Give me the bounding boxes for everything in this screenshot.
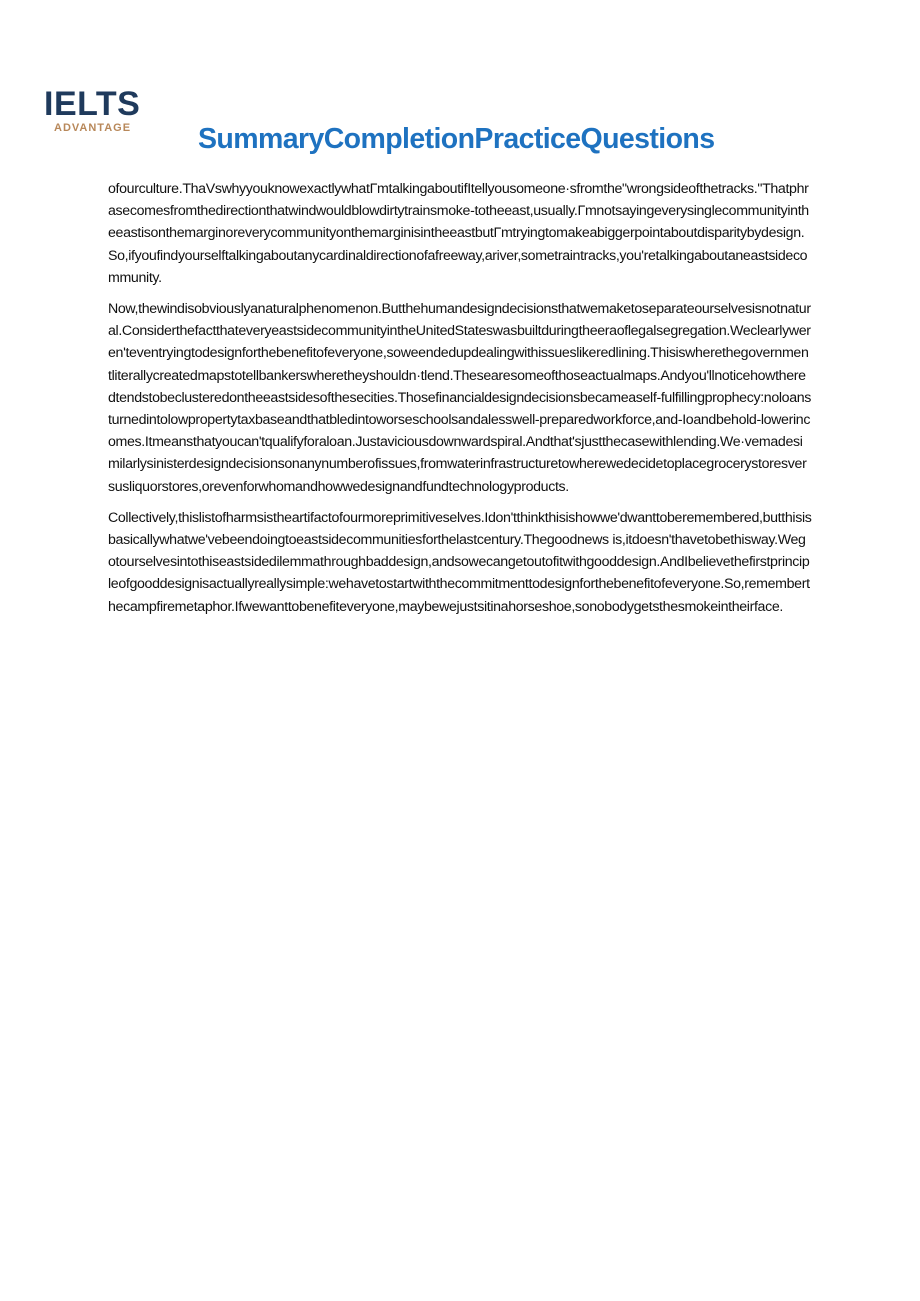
page-title: SummaryCompletionPracticeQuestions <box>198 123 715 156</box>
page-header <box>0 0 920 156</box>
logo-wordmark: IELTS <box>44 85 141 123</box>
article-paragraph-2: Now,thewindisobviouslyanaturalphenomenon.Butthehumandesigndecisionsthatwemaketoseparateourselvesisnotnatural.ConsiderthefactthateveryeastsidecommunityintheUnitedStateswasbuiltduringtheeraoflegalsegregation.Weclearlyweren'teventryingtodesignforthebenefitofeveryone,soweendedupdealingwithissueslikeredlining.Thisiswherethegovernmentliterallycreatedmapstotellbankerswheretheyshouldn·tlend.Thesearesomeofthoseactualmaps.Andyou'llnoticehowtheredtendstobeclusteredontheeastsidesofthesecities.Thosefinancialdesigndecisionsbecameaself-fulfillingprophecy:noloansturnedintolowpropertytaxbaseandthatbledintoworseschoolsandalesswell-preparedworkforce,and-Ioandbehold-lowerincomes.Itmeansthatyoucan'tqualifyforaloan.Justaviciousdownwardspiral.Andthat'sjustthecasewithlending.We·vemadesimilarlysinisterdesigndecisionsonanynumberofissues,fromwaterinfrastructuretowherewedecidetoplacegrocerystoresversusliquorstores,orevenforwhomandhowwedesignandfundtechnologyproducts. <box>108 301 812 495</box>
ielts-advantage-logo <box>44 86 148 136</box>
logo-tagline: ADVANTAGE <box>54 122 132 134</box>
article-paragraph-1: ofourculture.ThaVswhyyouknowexactlywhatΓmtalkingaboutifItellyousomeone·sfromthe"wrongsideofthetracks."Thatphrasecomesfromthedirectionthatwindwouldblowdirtytrainsmoke-totheeast,usually.ΓmnotsayingeverysinglecommunityintheeastisonthemarginoreverycommunityonthemarginisintheeastbutΓmtryingtomakeabiggerpointaboutdisparitybydesign.So,ifyoufindyourselftalkingaboutanycardinaldirectionofafreeway,ariver,sometraintracks,you'retalkingaboutaneastsidecommunity. <box>108 181 809 286</box>
article-body <box>108 178 812 627</box>
article-paragraph-3: Collectively,thislistofharmsistheartifactofourmoreprimitiveselves.Idon'tthinkthisishowwe'dwanttoberemembered,butthisisbasicallywhatwe'vebeendoingtoeastsidecommunitiesforthelastcentury.Thegoodnews is,itdoesn'thavetobethisway.Wegotourselvesintothiseastsidedilemmathroughbaddesign,andsowecangetoutofitwithgooddesign.AndIbelievethefirstprincipleofgooddesignisactuallyreallysimple:wehavetostartwiththecommitmenttodesignforthebenefitofeveryone.So,rememberthecampfiremetaphor.Ifwewanttobenefiteveryone,maybewejustsitinahorseshoe,sonobodygetsthesmokeintheirface. <box>108 509 812 615</box>
